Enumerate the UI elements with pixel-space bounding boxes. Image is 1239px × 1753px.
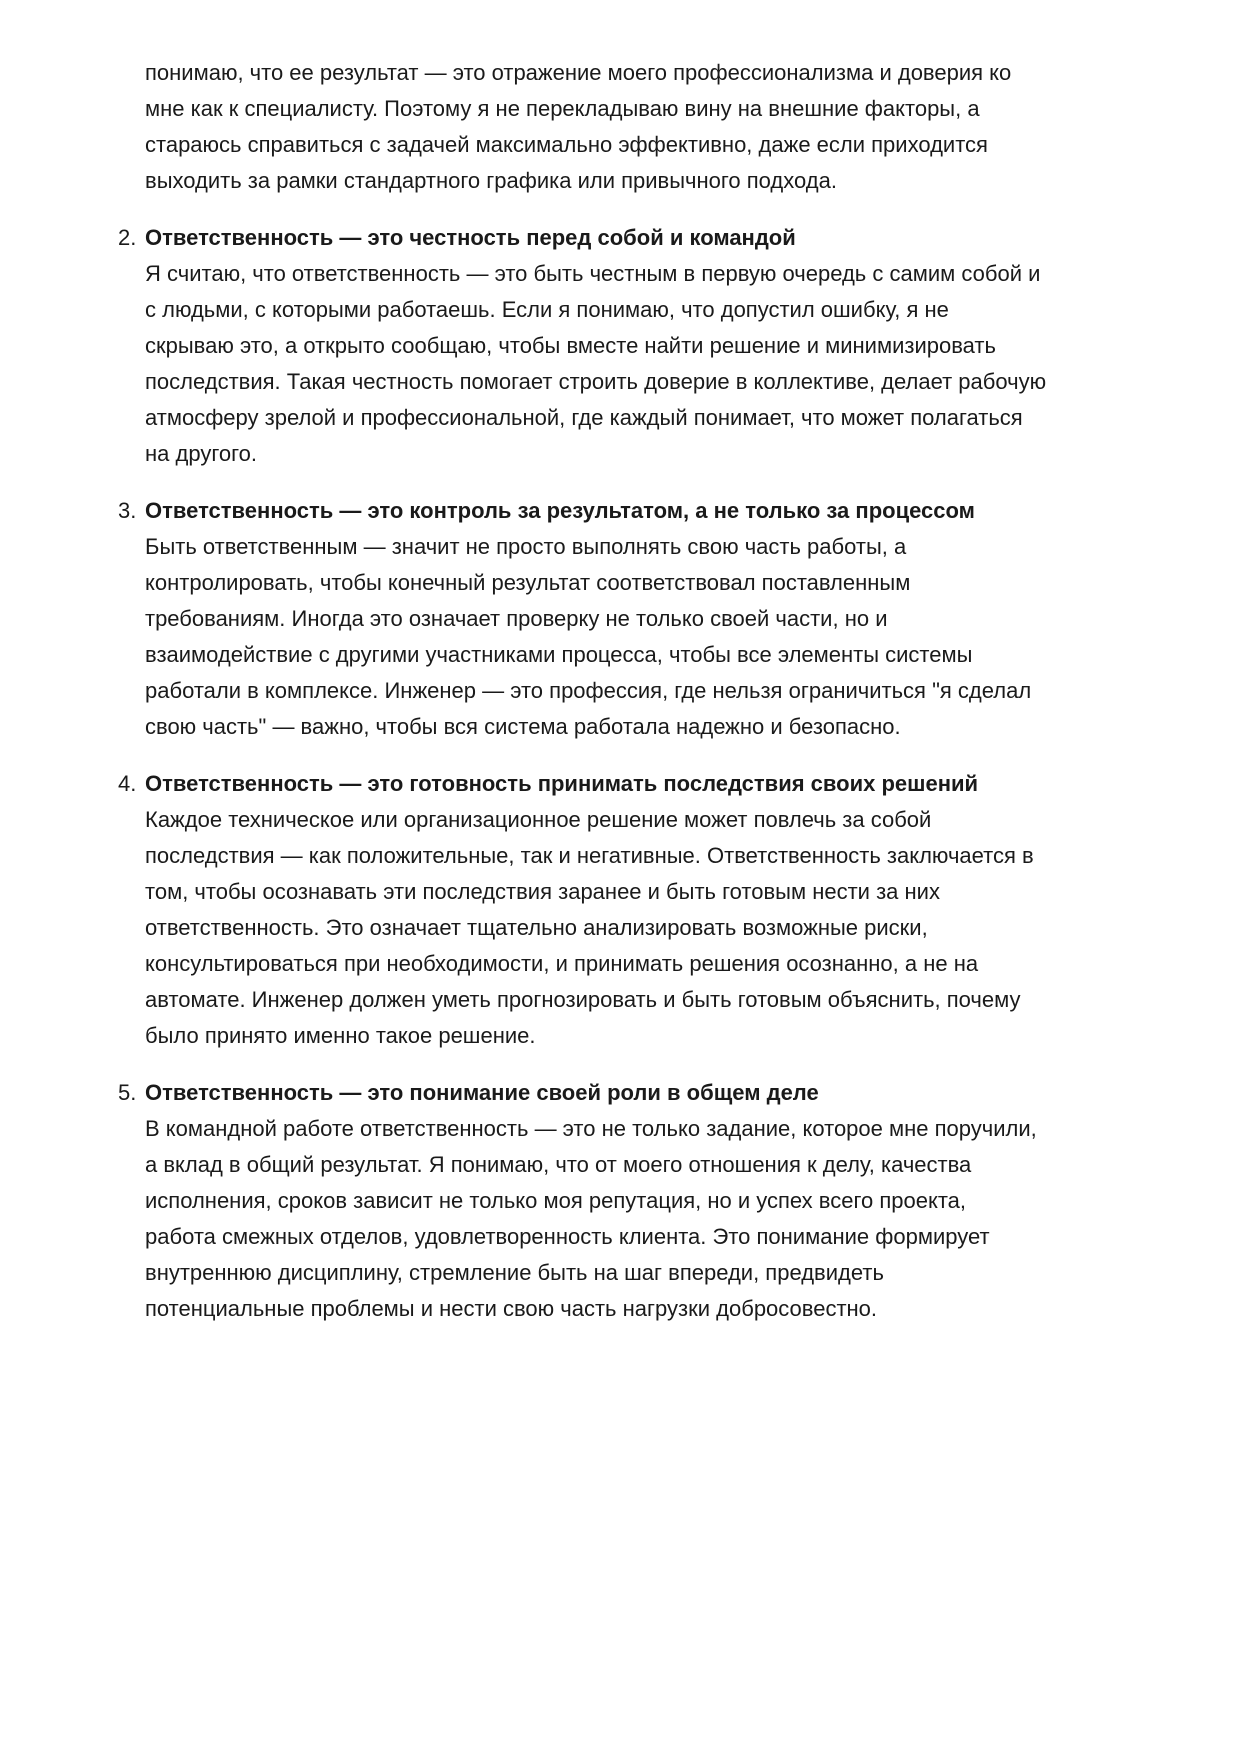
text-line: последствия. Такая честность помогает строить доверие в коллективе, делает рабочую xyxy=(145,369,1047,394)
document-body xyxy=(118,55,1155,1327)
text-line: понимаю, что ее результат — это отражение моего профессионализма и доверия ко xyxy=(145,60,1012,85)
text-line: внутреннюю дисциплину, стремление быть на шаг впереди, предвидеть xyxy=(145,1260,884,1285)
text-line: атмосферу зрелой и профессиональной, где каждый понимает, что может полагаться xyxy=(145,405,1023,430)
text-line: с людьми, с которыми работаешь. Если я понимаю, что допустил ошибку, я не xyxy=(145,297,949,322)
list-number: 3. xyxy=(118,498,137,523)
list-number: 4. xyxy=(118,771,137,796)
text-line: том, чтобы осознавать эти последствия заранее и быть готовым нести за них xyxy=(145,879,940,904)
text-line: автомате. Инженер должен уметь прогнозировать и быть готовым объяснить, почему xyxy=(145,987,1021,1012)
text-line: работали в комплексе. Инженер — это профессия, где нельзя ограничиться "я сделал xyxy=(145,678,1032,703)
intro-paragraph xyxy=(145,55,1155,199)
text-line: контролировать, чтобы конечный результат соответствовал поставленным xyxy=(145,570,911,595)
text-line: стараюсь справиться с задачей максимально эффективно, даже если приходится xyxy=(145,132,988,157)
text-line: последствия — как положительные, так и негативные. Ответственность заключается в xyxy=(145,843,1034,868)
text-line: взаимодействие с другими участниками процесса, чтобы все элементы системы xyxy=(145,642,973,667)
numbered-list xyxy=(118,220,1155,1327)
item-heading: Ответственность — это понимание своей роли в общем деле xyxy=(145,1080,819,1105)
list-number: 2. xyxy=(118,225,137,250)
list-item xyxy=(118,220,1155,472)
list-number: 5. xyxy=(118,1080,137,1105)
item-heading: Ответственность — это контроль за результатом, а не только за процессом xyxy=(145,498,975,523)
text-line: В командной работе ответственность — это не только задание, которое мне поручили, xyxy=(145,1116,1037,1141)
text-line: на другого. xyxy=(145,441,257,466)
text-line: скрываю это, а открыто сообщаю, чтобы вместе найти решение и минимизировать xyxy=(145,333,996,358)
text-line: требованиям. Иногда это означает проверку не только своей части, но и xyxy=(145,606,888,631)
item-heading: Ответственность — это готовность принимать последствия своих решений xyxy=(145,771,979,796)
text-line: Я считаю, что ответственность — это быть честным в первую очередь с самим собой и xyxy=(145,261,1041,286)
text-line: Каждое техническое или организационное решение может повлечь за собой xyxy=(145,807,932,832)
text-line: выходить за рамки стандартного графика или привычного подхода. xyxy=(145,168,837,193)
text-line: мне как к специалисту. Поэтому я не перекладываю вину на внешние факторы, а xyxy=(145,96,980,121)
text-line: Быть ответственным — значит не просто выполнять свою часть работы, а xyxy=(145,534,907,559)
text-line: консультироваться при необходимости, и принимать решения осознанно, а не на xyxy=(145,951,979,976)
text-line: ответственность. Это означает тщательно анализировать возможные риски, xyxy=(145,915,928,940)
text-line: а вклад в общий результат. Я понимаю, что от моего отношения к делу, качества xyxy=(145,1152,972,1177)
text-line: свою часть" — важно, чтобы вся система работала надежно и безопасно. xyxy=(145,714,901,739)
list-item xyxy=(118,1075,1155,1327)
list-item xyxy=(118,766,1155,1054)
item-heading: Ответственность — это честность перед собой и командой xyxy=(145,225,796,250)
text-line: потенциальные проблемы и нести свою часть нагрузки добросовестно. xyxy=(145,1296,878,1321)
list-item xyxy=(118,493,1155,745)
text-line: исполнения, сроков зависит не только моя репутация, но и успех всего проекта, xyxy=(145,1188,967,1213)
text-line: работа смежных отделов, удовлетворенность клиента. Это понимание формирует xyxy=(145,1224,990,1249)
text-line: было принято именно такое решение. xyxy=(145,1023,536,1048)
